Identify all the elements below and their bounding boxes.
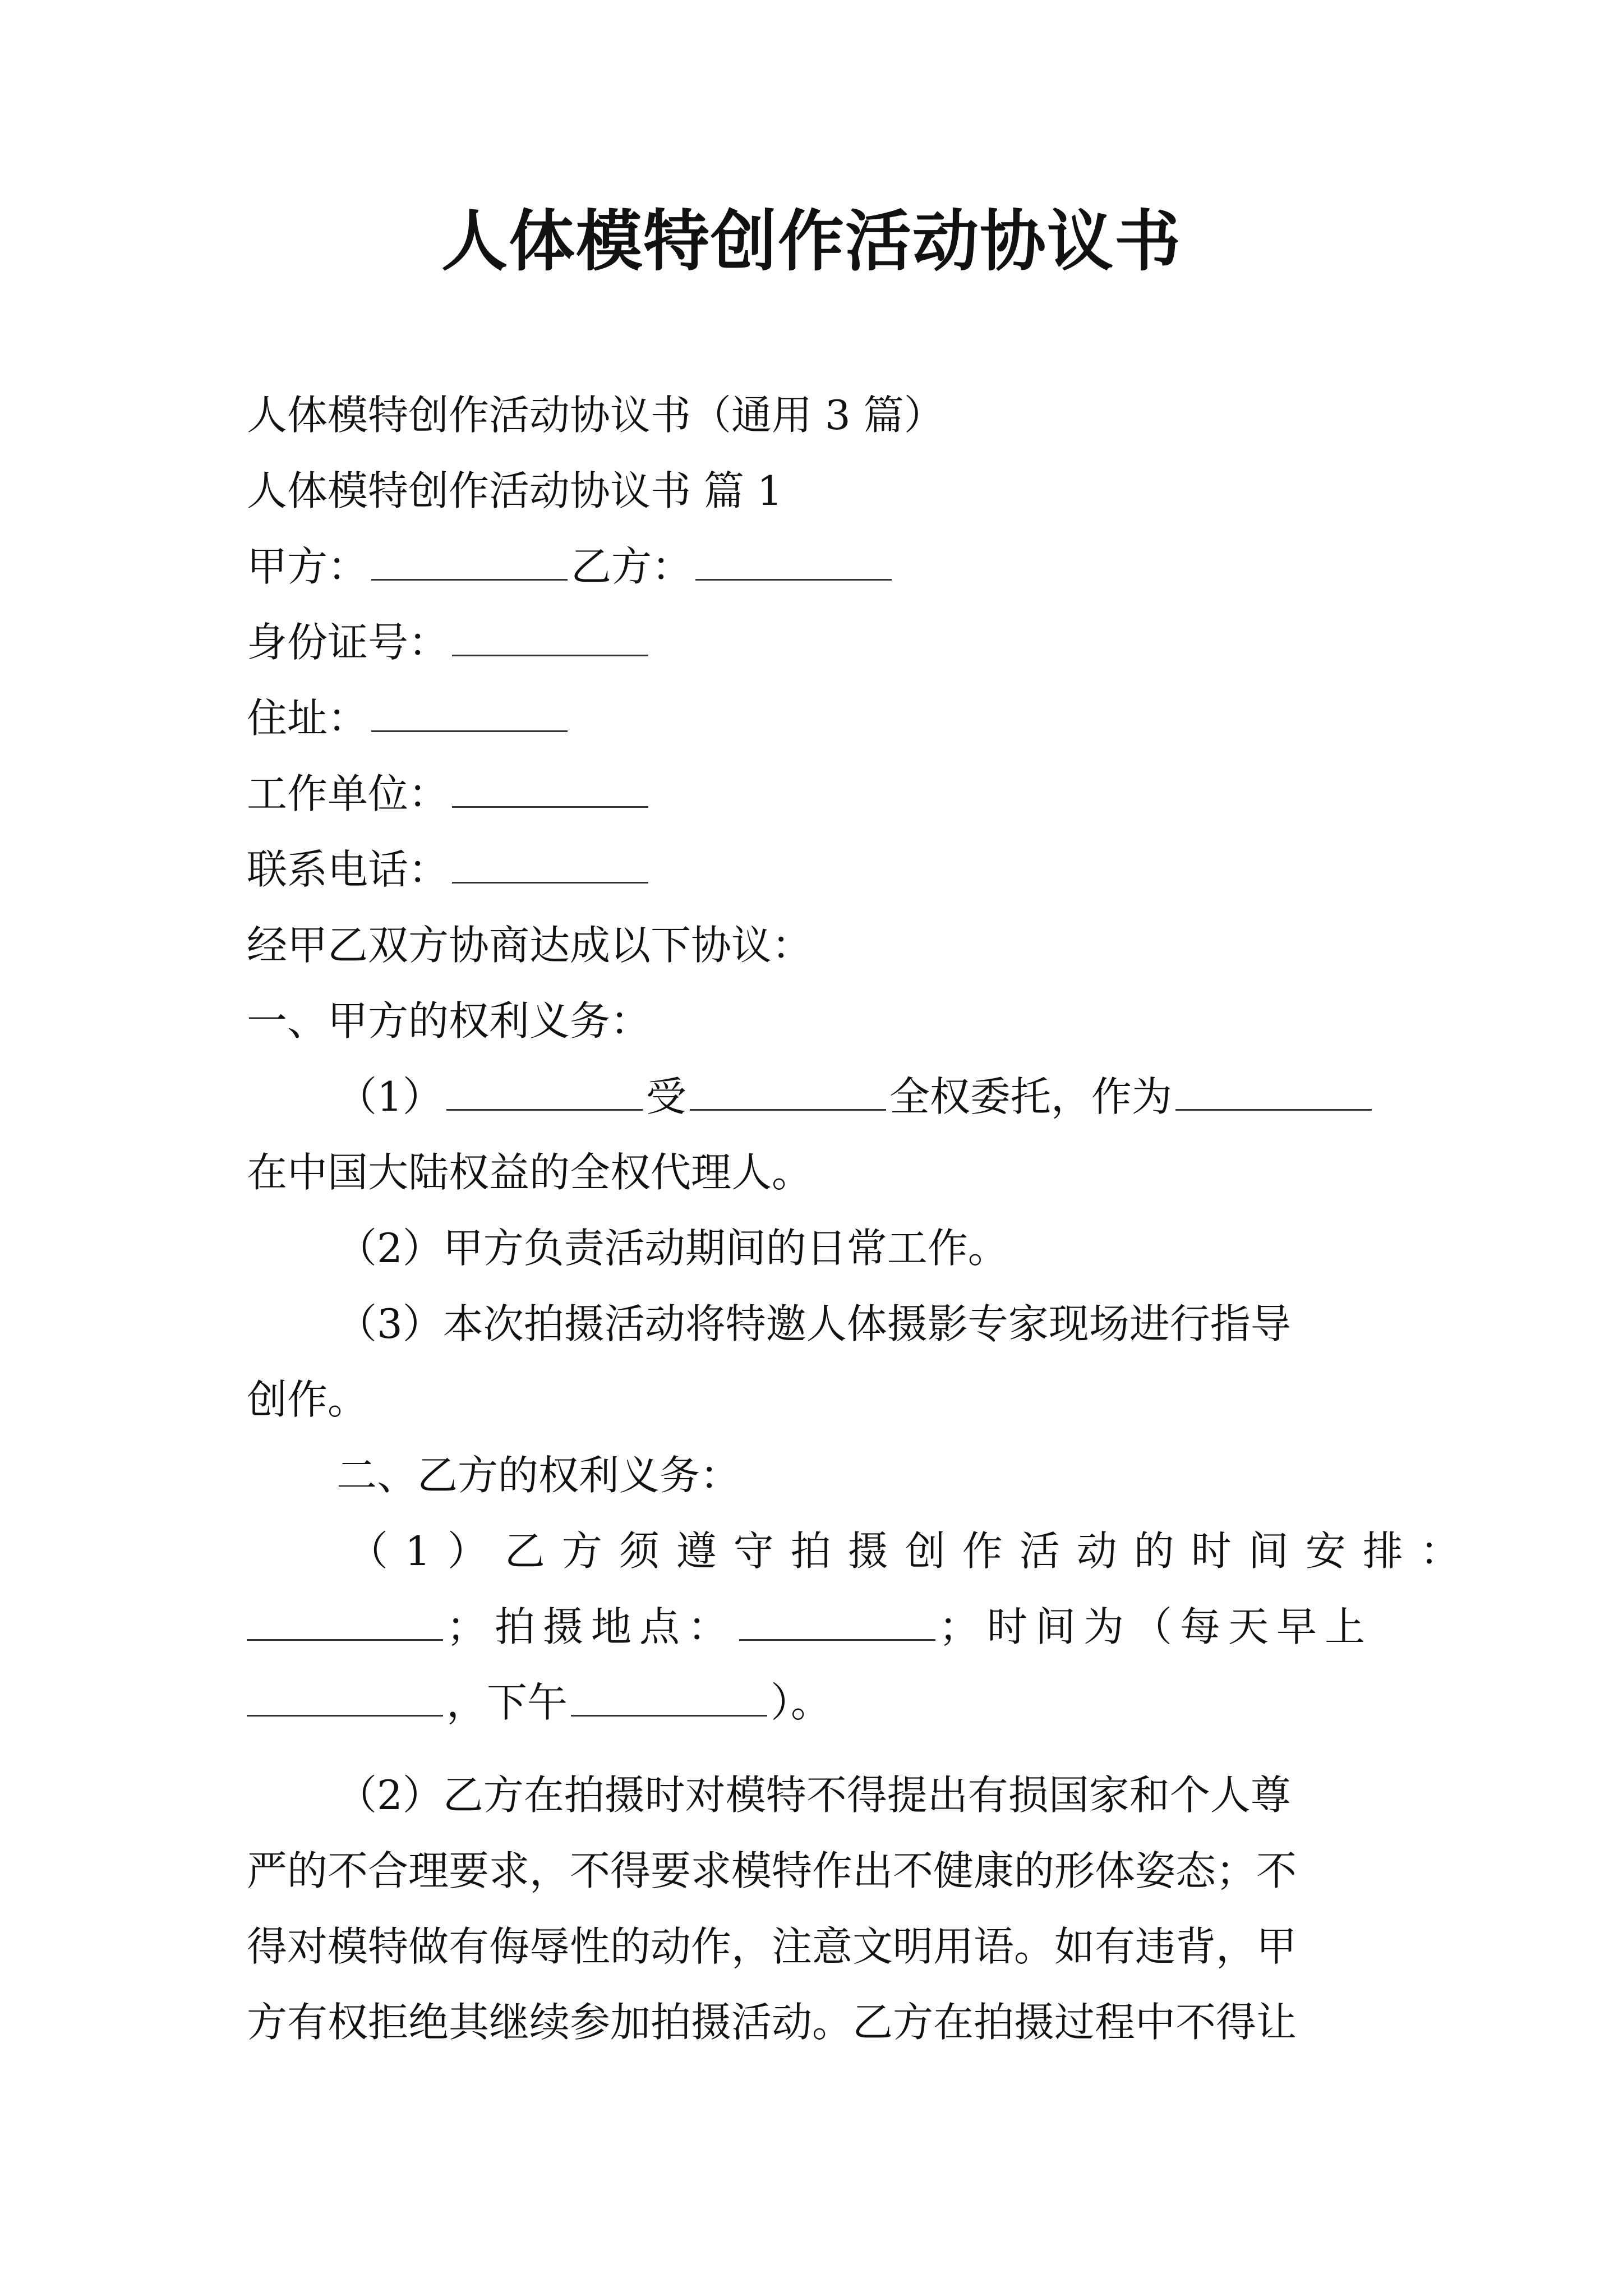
id-number-blank[interactable] [452, 621, 648, 656]
section-2-heading: 二、乙方的权利义务： [336, 1452, 741, 1499]
time-close: ）。 [771, 1679, 832, 1726]
afternoon-blank[interactable] [571, 1681, 767, 1717]
clause-1-1-blank-b[interactable] [690, 1075, 886, 1111]
party-line [247, 539, 1385, 595]
employer-blank[interactable] [452, 772, 648, 808]
clause-2-1: （1）乙方须遵守拍摄创作活动的时间安排： [348, 1527, 1477, 1575]
address-label: 住址： [247, 694, 368, 742]
clause-2-1-line-3 [247, 1674, 1385, 1731]
clause-1-3-continued: 创作。 [247, 1376, 368, 1423]
clause-1-1-text-b: 全权委托，作为 [889, 1073, 1172, 1120]
party-b-blank[interactable] [695, 545, 892, 581]
address-line [247, 690, 1385, 746]
clause-2-2: （2）乙方在拍摄时对模特不得提出有损国家和个人尊 [336, 1772, 1291, 1819]
agreement-intro: 经甲乙双方协商达成以下协议： [247, 922, 813, 969]
phone-label: 联系电话： [247, 846, 449, 893]
location-blank[interactable] [739, 1605, 935, 1641]
party-a-blank[interactable] [371, 545, 568, 581]
document-title: 人体模特创作活动协议书 [441, 202, 1182, 280]
morning-blank[interactable] [247, 1681, 443, 1717]
party-a-label: 甲方： [247, 543, 368, 590]
phone-line [247, 841, 1385, 898]
clause-1-1-number: （1） [336, 1073, 443, 1120]
clause-1-1-blank-a[interactable] [446, 1075, 643, 1111]
clause-1-3: （3）本次拍摄活动将特邀人体摄影专家现场进行指导 [336, 1300, 1291, 1347]
time-label: ；时间为（每天早上 [939, 1603, 1373, 1650]
schedule-blank[interactable] [247, 1605, 443, 1641]
phone-blank[interactable] [452, 848, 648, 884]
clause-1-1-continued: 在中国大陆权益的全权代理人。 [247, 1149, 813, 1196]
clause-1-1-text-a: 受 [645, 1073, 686, 1120]
subtitle-general: 人体模特创作活动协议书（通用 3 篇） [247, 392, 944, 439]
party-b-label: 乙方： [571, 543, 693, 590]
clause-1-2: （2）甲方负责活动期间的日常工作。 [336, 1225, 1008, 1272]
employer-label: 工作单位： [247, 770, 449, 817]
afternoon-label: ，下午 [446, 1679, 568, 1726]
clause-2-2-line-2: 严的不合理要求，不得要求模特作出不健康的形体姿态；不 [247, 1847, 1297, 1894]
id-number-label: 身份证号： [247, 619, 449, 666]
clause-2-1-line-2 [247, 1599, 1385, 1655]
subtitle-part-1: 人体模特创作活动协议书 篇 1 [247, 467, 783, 514]
address-blank[interactable] [371, 697, 568, 732]
clause-1-1 [336, 1069, 1475, 1125]
clause-1-1-blank-c[interactable] [1175, 1075, 1372, 1111]
location-label: ；拍摄地点： [446, 1603, 736, 1650]
clause-2-2-line-3: 得对模特做有侮辱性的动作，注意文明用语。如有违背，甲 [247, 1923, 1297, 1970]
employer-line [247, 766, 1385, 822]
section-1-heading: 一、甲方的权利义务： [247, 997, 651, 1045]
id-number-line [247, 614, 1385, 670]
clause-2-2-line-4: 方有权拒绝其继续参加拍摄活动。乙方在拍摄过程中不得让 [247, 1999, 1297, 2046]
